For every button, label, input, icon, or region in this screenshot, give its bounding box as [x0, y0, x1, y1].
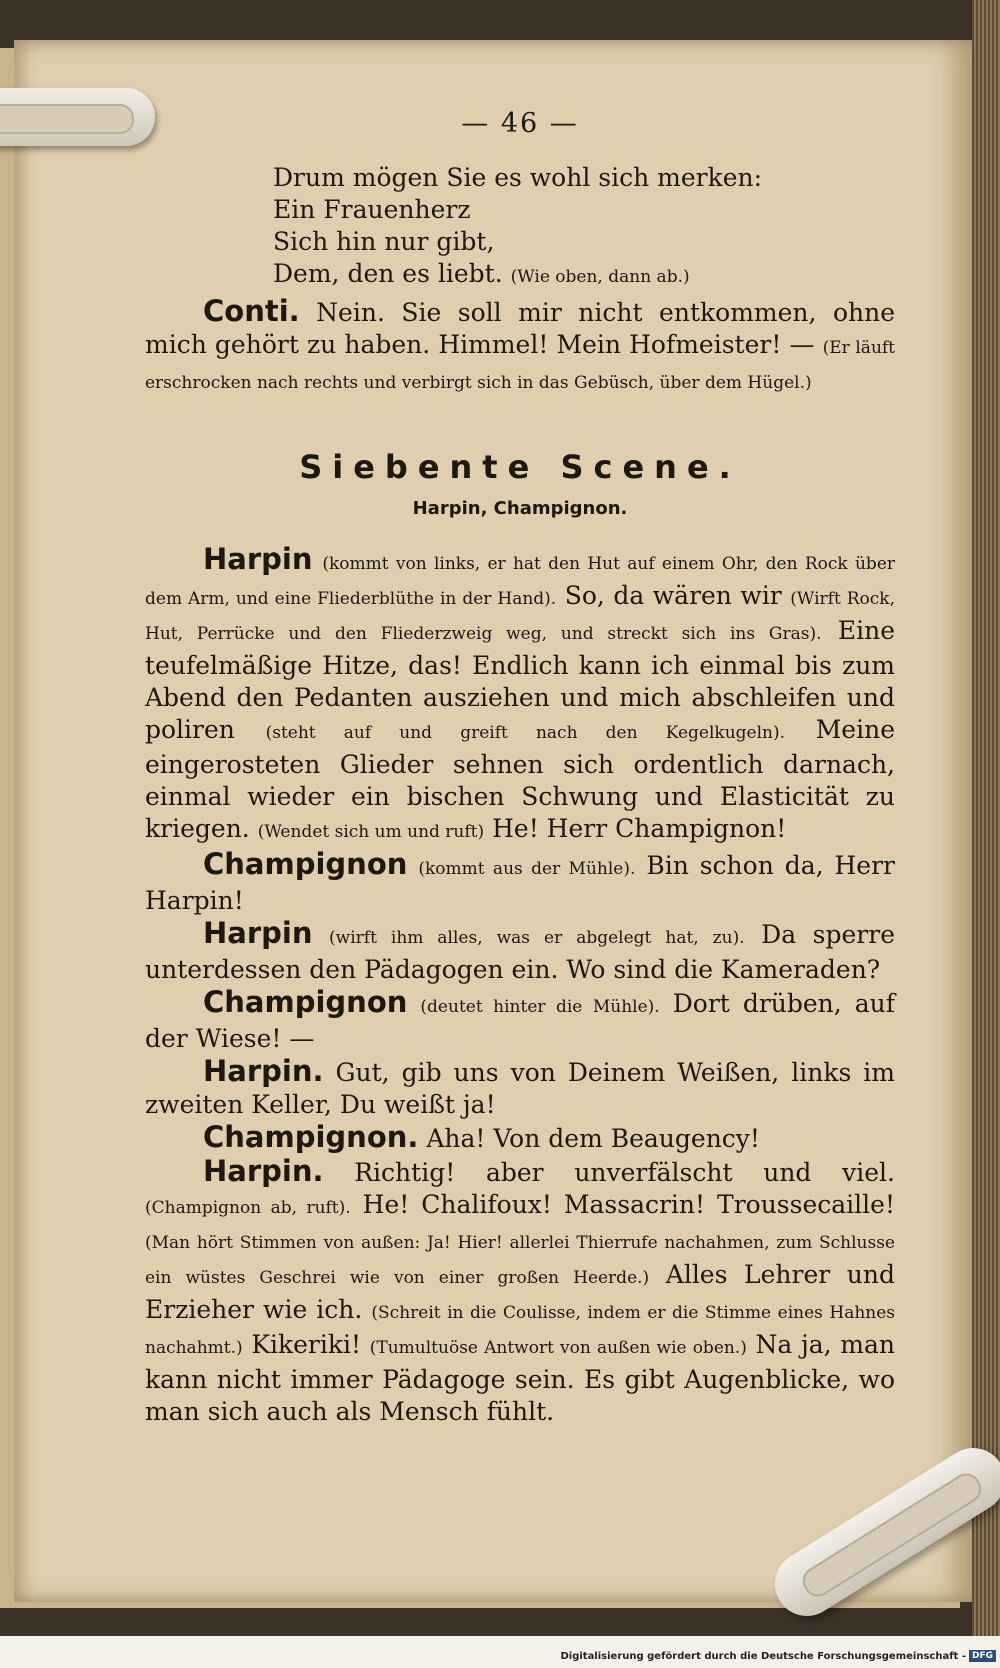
dialogue-champignon: [145, 1121, 895, 1155]
dialogue-text: Nein. Sie soll mir nicht entkommen, ohne mich gehört zu haben. Himmel! Mein Hofmeister! —: [145, 298, 895, 359]
dialogue-text: He! Chalifoux! Massacrin! Troussecaille!: [362, 1190, 895, 1219]
page-number: — 46 —: [461, 108, 579, 139]
speaker-name: Harpin: [203, 916, 313, 950]
speaker-name: Champignon: [203, 985, 408, 1019]
dialogue-text: He! Herr Champignon!: [492, 814, 787, 843]
dialogue-harpin: [145, 1155, 895, 1428]
stage-direction: (wirft ihm alles, was er abgelegt hat, zu).: [329, 928, 745, 948]
page-text: [145, 108, 895, 1428]
dialogue-text: Da sperre unterdessen den Pädagogen ein. Wo sind die Kameraden?: [145, 920, 895, 984]
digitization-credit: [560, 1650, 996, 1663]
dialogue-text: Eine teufelmäßige Hitze, das! Endlich kann ich einmal bis zum Abend den Pedanten ausziehen und mich abschleifen und poliren: [145, 616, 895, 744]
speaker-name: Harpin.: [203, 1154, 324, 1188]
dialogue-harpin: [145, 917, 895, 986]
dialogue-champignon: [145, 848, 895, 917]
poem-line: Sich hin nur gibt,: [273, 227, 495, 256]
poem: [273, 162, 895, 293]
speaker-name: Harpin: [203, 542, 313, 576]
stage-direction: (steht auf und greift nach den Kegelkugeln).: [265, 723, 786, 743]
dialogue-champignon: [145, 986, 895, 1055]
dialogue-text: Kikeriki!: [251, 1330, 362, 1359]
stage-direction: (Schreit in die Coulisse, indem er die Stimme eines Hahnes nachahmt.): [145, 1303, 896, 1358]
scene-title: Siebente Scene.: [299, 448, 741, 486]
stage-direction: (Wie oben, dann ab.): [510, 267, 690, 287]
credit-text: Digitalisierung gefördert durch die Deutsche Forschungsgemeinschaft -: [560, 1651, 966, 1662]
stage-direction: (kommt aus der Mühle).: [418, 859, 636, 879]
dialogue-text: Meine eingerosteten Glieder sehnen sich ordentlich darnach, einmal wieder ein bischen Schwung und Elasticität zu kriegen.: [145, 715, 895, 843]
speaker-name: Champignon.: [203, 1120, 419, 1154]
poem-line-text: Dem, den es liebt.: [273, 259, 503, 288]
speaker-name: Harpin.: [203, 1054, 324, 1088]
stage-direction: (Man hört Stimmen von außen: Ja! Hier! allerlei Thierrufe nachahmen, zum Schlusse ein wüstes Geschrei wie von einer großen Heerde.): [145, 1233, 895, 1288]
stage-direction: (deutet hinter die Mühle).: [420, 997, 660, 1017]
dialogue-text: Alles Lehrer und Erzieher wie ich.: [145, 1260, 896, 1324]
dialogue-text: Dort drüben, auf der Wiese! —: [145, 989, 896, 1053]
dialogue-text: So, da wären wir: [564, 581, 782, 610]
stage-direction: (Wirft Rock, Hut, Perrücke und den Fliederzweig weg, und streckt sich ins Gras).: [145, 589, 895, 644]
poem-line: [273, 258, 895, 293]
dialogue-harpin: [145, 1055, 895, 1121]
dialogue-text: Bin schon da, Herr Harpin!: [145, 851, 895, 915]
stage-direction: (Wendet sich um und ruft): [257, 822, 485, 842]
page-edges: [972, 0, 1000, 1636]
dialogue-text: Richtig! aber unverfälscht und viel.: [354, 1158, 895, 1187]
stage-direction: (Champignon ab, ruft).: [145, 1198, 351, 1218]
speaker-name: Conti.: [203, 294, 300, 328]
dialogue-text: Aha! Von dem Beaugency!: [426, 1124, 760, 1153]
scene-characters: Harpin, Champignon.: [412, 498, 628, 519]
stage-direction: (kommt von links, er hat den Hut auf einem Ohr, den Rock über dem Arm, und eine Fliederblüthe in der Hand).: [145, 554, 896, 609]
speaker-name: Champignon: [203, 847, 408, 881]
stage-direction: (Tumultuöse Antwort von außen wie oben.): [369, 1338, 747, 1358]
poem-line: Drum mögen Sie es wohl sich merken:: [273, 163, 763, 192]
dialogue-text: Gut, gib uns von Deinem Weißen, links im zweiten Keller, Du weißt ja!: [145, 1058, 896, 1119]
paper-clip-top-inner: [0, 104, 134, 134]
dialogue-harpin: [145, 543, 895, 848]
dfg-logo: DFG: [969, 1650, 996, 1662]
dialogue-conti: [145, 295, 895, 399]
stage-direction: (Er läuft erschrocken nach rechts und verbirgt sich in das Gebüsch, über dem Hügel.): [145, 338, 896, 393]
poem-line: Ein Frauenherz: [273, 195, 471, 224]
dialogue-text: Na ja, man kann nicht immer Pädagoge sein. Es gibt Augenblicke, wo man sich auch als Mensch fühlt.: [145, 1330, 895, 1426]
